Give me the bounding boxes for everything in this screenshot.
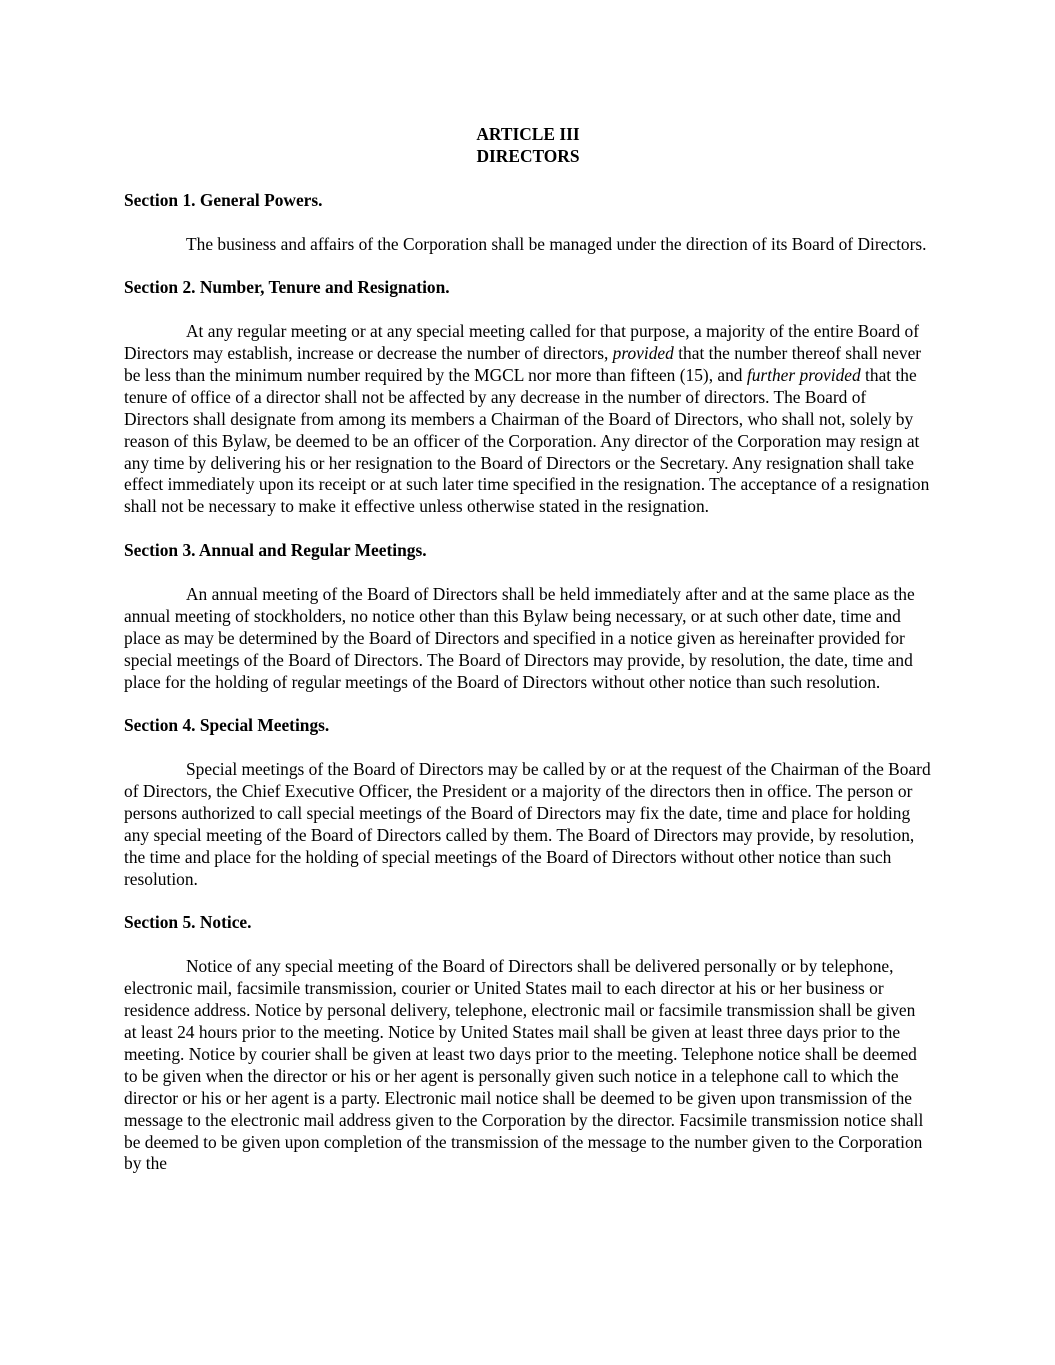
section-body-special-meetings: Special meetings of the Board of Directors may be called by or at the request of the Chairman of the Board of Directors, the Chief Executive Officer, the President or a majority of the directors then in office. The person or persons authorized to call special meetings of the Board of Directors may fix the date, time and place for holding any special meeting of the Board of Directors called by them. The Board of Directors may provide, by resolution, the time and place for the holding of special meetings of the Board of Directors without other notice than such resolution. [124,759,931,889]
section-heading-annual-meetings: Section 3. Annual and Regular Meetings. [124,540,427,561]
text-segment: that the tenure of office of a director shall not be affected by any decrease in the number of directors. The Board of Directors shall designate from among its members a Chairman of the Board of Directors, who shall not, solely by reason of this Bylaw, be deemed to be an officer of the Corporation. Any director of the Corporation may resign at any time by delivering his or her resignation to the Board of Directors or the Secretary. Any resignation shall take effect immediately upon its receipt or at such later time specified in the resignation. The acceptance of a resignation shall not be necessary to make it effective unless otherwise stated in the resignation. [124,364,930,517]
emphasis-further-provided: further provided [746,364,861,385]
article-title: DIRECTORS [476,145,580,166]
section-body-number-tenure [124,321,932,518]
section-heading-special-meetings: Section 4. Special Meetings. [124,715,330,736]
document-page [124,124,932,1197]
section-heading-notice: Section 5. Notice. [124,912,252,933]
section-body-notice: Notice of any special meeting of the Board of Directors shall be delivered personally or by telephone, electronic mail, facsimile transmission, courier or United States mail to each director at his or her business or residence address. Notice by personal delivery, telephone, electronic mail or facsimile transmission shall be given at least 24 hours prior to the meeting. Notice by United States mail shall be given at least three days prior to the meeting. Notice by courier shall be given at least two days prior to the meeting. Telephone notice shall be deemed to be given when the director or his or her agent is personally given such notice in a telephone call to which the director or his or her agent is a party. Electronic mail notice shall be deemed to be given upon transmission of the message to the electronic mail address given to the Corporation by the director. Facsimile transmission notice shall be deemed to be given upon completion of the transmission of the message to the number given to the Corporation by the [124,956,924,1174]
section-body-general-powers: The business and affairs of the Corporation shall be managed under the direction of its Board of Directors. [186,233,927,254]
text-segment: At any regular meeting or at any special meeting called for that purpose, a majority of the entire Board of Directors may establish, increase or decrease the number of directors, [124,321,920,363]
emphasis-provided: provided [612,343,674,363]
article-number: ARTICLE III [476,124,580,144]
section-heading-number-tenure: Section 2. Number, Tenure and Resignation. [124,277,450,298]
section-heading-general-powers: Section 1. General Powers. [124,189,323,210]
text-segment: that the number thereof shall never be less than the minimum number required by the MGCL nor more than fifteen (15), and [124,343,922,385]
section-body-annual-meetings: An annual meeting of the Board of Directors shall be held immediately after and at the same place as the annual meeting of stockholders, no notice other than this Bylaw being necessary, or at such other date, time and place as may be determined by the Board of Directors and specified in a notice given as hereinafter provided for special meetings of the Board of Directors. The Board of Directors may provide, by resolution, the date, time and place for the holding of regular meetings of the Board of Directors without other notice than such resolution. [124,583,915,692]
article-heading [124,124,932,168]
